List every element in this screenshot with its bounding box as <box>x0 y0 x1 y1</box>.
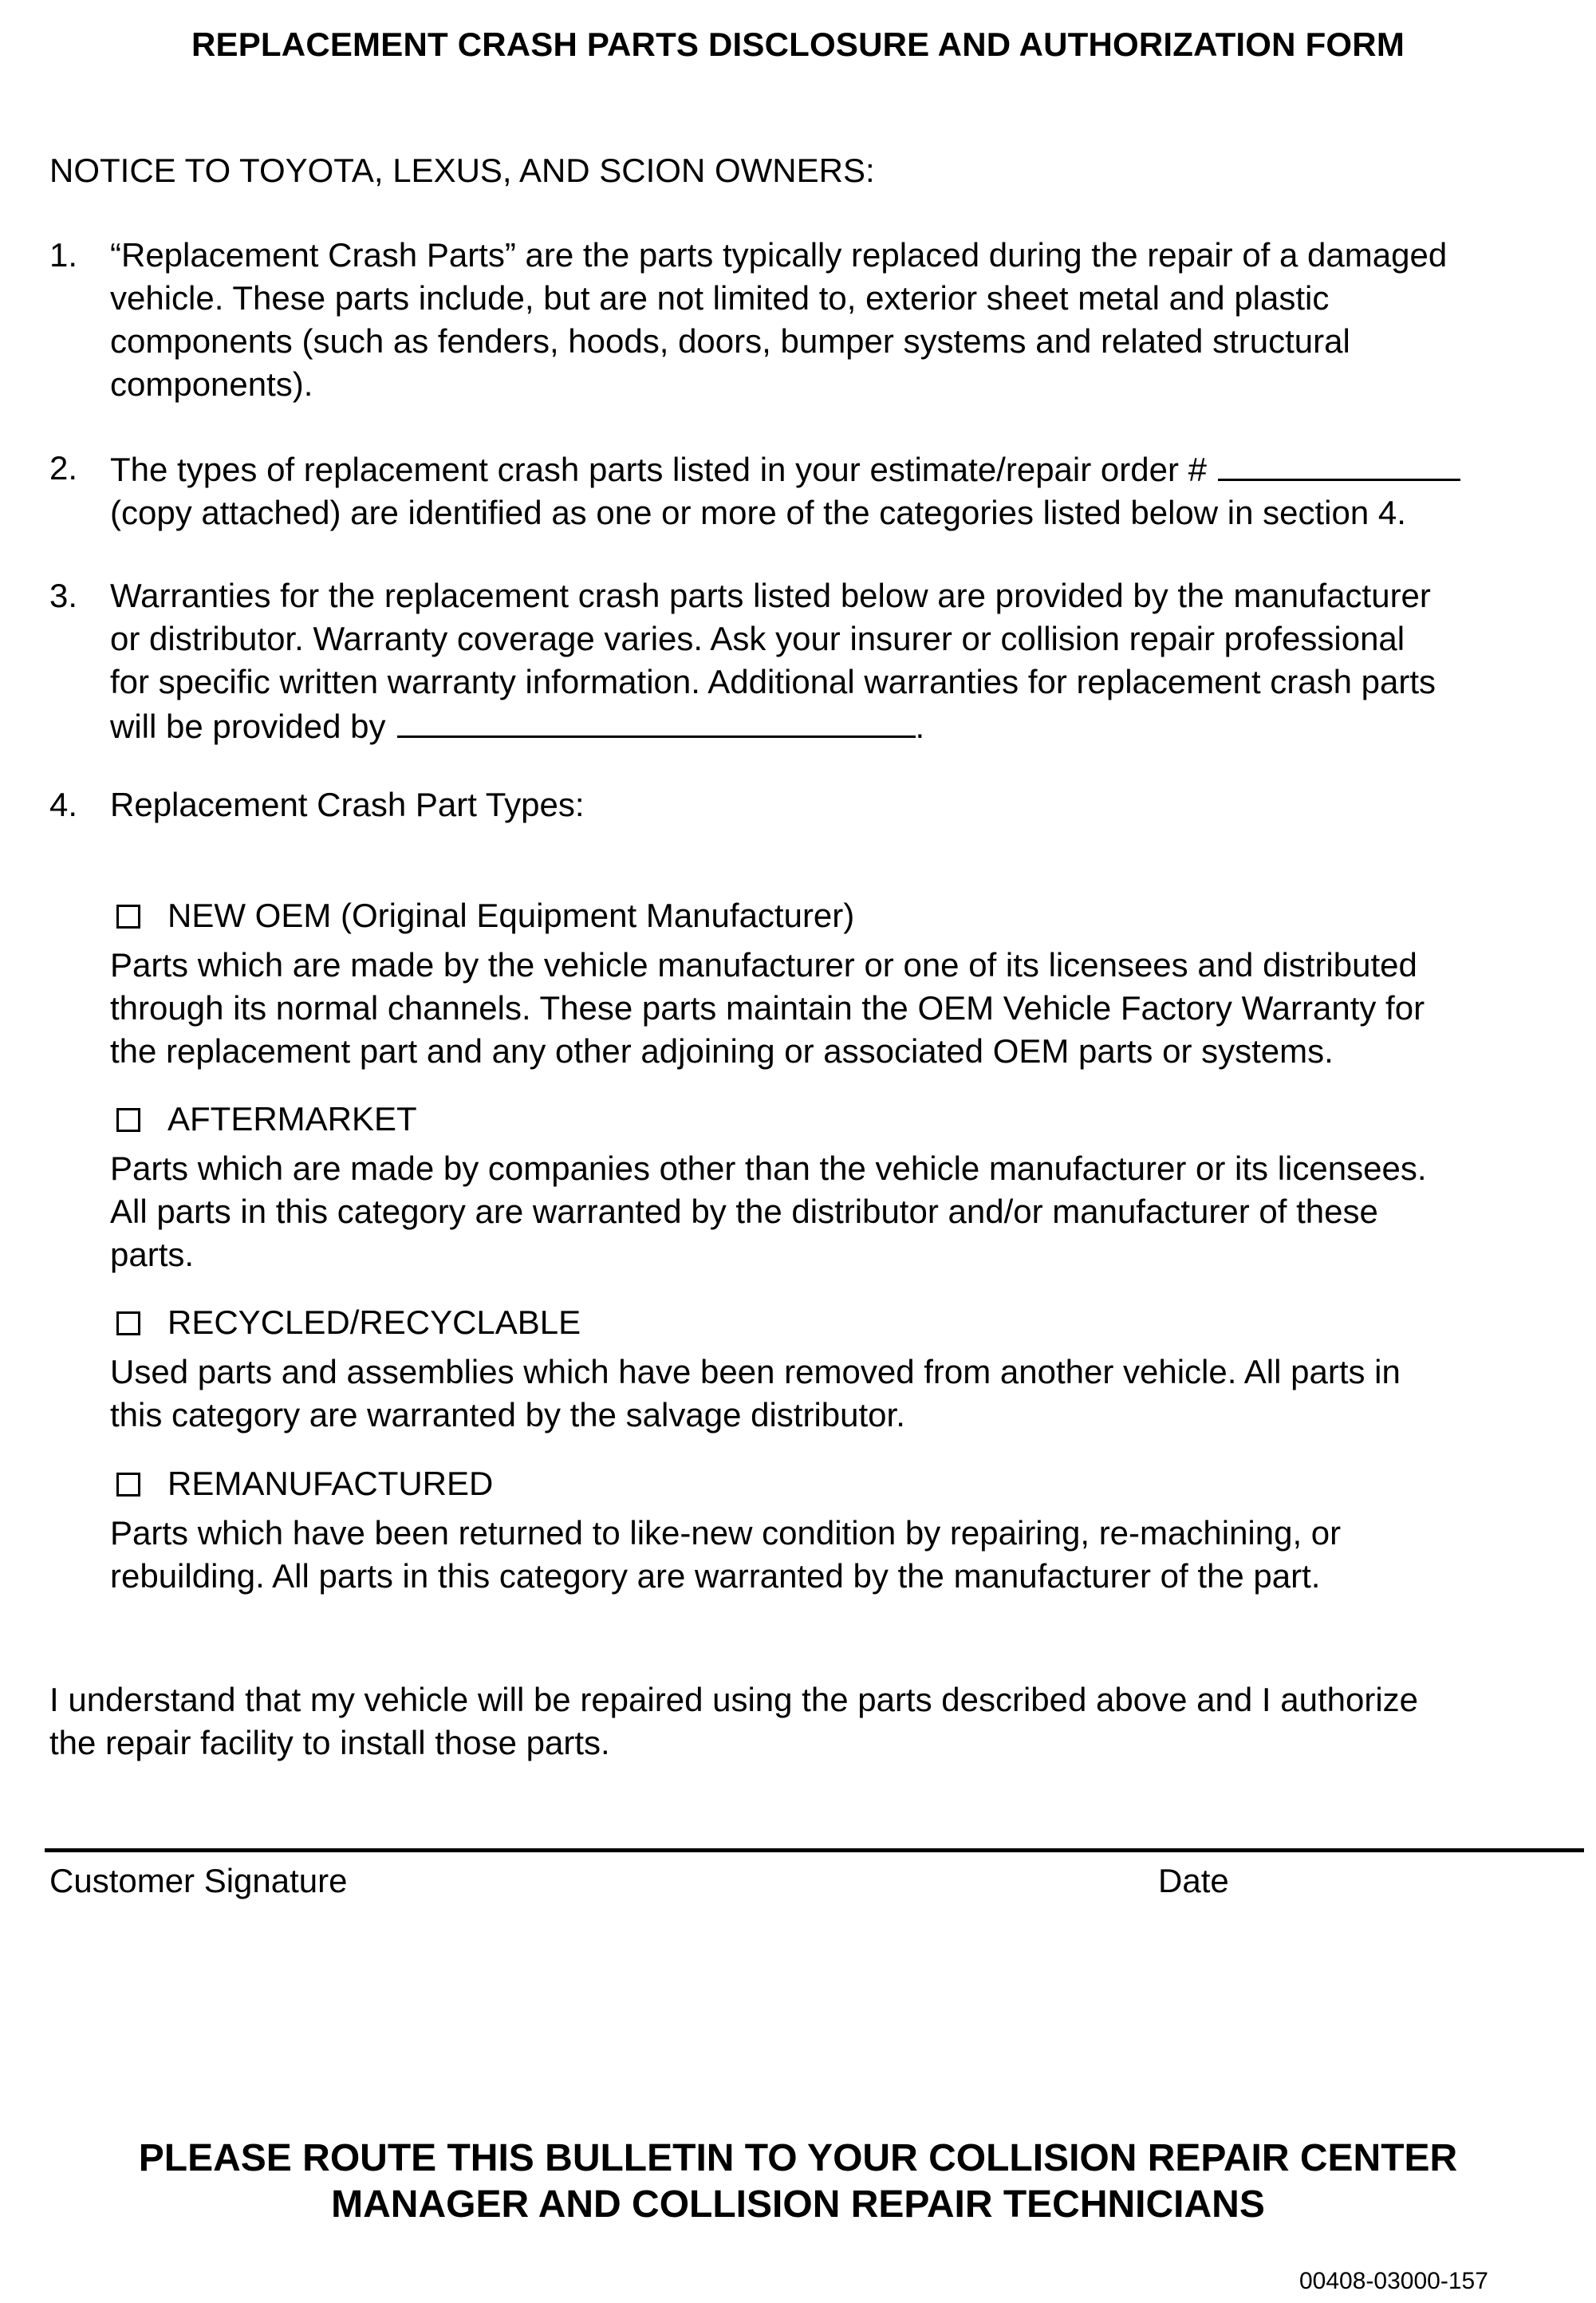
recycled-checkbox[interactable] <box>116 1311 140 1335</box>
item-line: (copy attached) are identified as one or more of the categories listed below in section 4. <box>110 494 1406 531</box>
part-type-label: RECYCLED/RECYCLABLE <box>167 1303 581 1341</box>
warranty-provider-field[interactable] <box>397 704 916 738</box>
part-type-description-line: rebuilding. All parts in this category are warranted by the manufacturer of the part. <box>110 1557 1321 1595</box>
item-line <box>110 447 1596 491</box>
part-type-aftermarket <box>110 1098 1578 1276</box>
routing-notice-line: PLEASE ROUTE THIS BULLETIN TO YOUR COLLISION REPAIR CENTER <box>138 2137 1458 2179</box>
part-type-header <box>110 1462 1578 1512</box>
item-text <box>110 783 1596 826</box>
part-type-label: REMANUFACTURED <box>167 1465 494 1502</box>
document-code: 00408-03000-157 <box>1299 2268 1488 2294</box>
part-type-header <box>110 1301 1578 1351</box>
item-line: or distributor. Warranty coverage varies. Ask your insurer or collision repair professional <box>110 620 1405 657</box>
authorization-statement <box>49 1678 1581 1765</box>
part-type-recycled <box>110 1301 1578 1437</box>
item-line <box>110 704 1596 748</box>
item-number: 4. <box>49 786 78 823</box>
customer-signature-label: Customer Signature <box>49 1862 348 1899</box>
item-line: Warranties for the replacement crash parts listed below are provided by the manufacturer <box>110 577 1431 614</box>
routing-notice-line: MANAGER AND COLLISION REPAIR TECHNICIANS <box>331 2183 1265 2226</box>
part-type-header <box>110 894 1578 944</box>
item-line: components). <box>110 365 313 403</box>
item-line: Replacement Crash Part Types: <box>110 786 585 823</box>
aftermarket-checkbox[interactable] <box>116 1108 140 1132</box>
part-type-description-line: through its normal channels. These parts maintain the OEM Vehicle Factory Warranty for <box>110 989 1425 1027</box>
item-line: vehicle. These parts include, but are not limited to, exterior sheet metal and plastic <box>110 279 1330 317</box>
authorization-line: I understand that my vehicle will be repaired using the parts described above and I authorize <box>49 1681 1419 1718</box>
item-text <box>110 447 1596 534</box>
part-type-description-line: this category are warranted by the salvage distributor. <box>110 1396 905 1433</box>
item-text <box>110 574 1596 748</box>
part-type-description-line: Parts which are made by the vehicle manufacturer or one of its licensees and distributed <box>110 946 1417 984</box>
part-type-description-line: the replacement part and any other adjoining or associated OEM parts or systems. <box>110 1032 1334 1070</box>
part-type-header <box>110 1098 1578 1147</box>
owner-notice: NOTICE TO TOYOTA, LEXUS, AND SCION OWNERS: <box>49 152 875 189</box>
item-text <box>110 234 1596 406</box>
item-line: for specific written warranty information. Additional warranties for replacement crash parts <box>110 663 1436 700</box>
part-type-description-line: Parts which have been returned to like-new condition by repairing, re-machining, or <box>110 1514 1342 1552</box>
form-title: REPLACEMENT CRASH PARTS DISCLOSURE AND AUTHORIZATION FORM <box>191 26 1405 63</box>
signature-line[interactable] <box>45 1848 1584 1852</box>
item-line: “Replacement Crash Parts” are the parts typically replaced during the repair of a damaged <box>110 236 1448 274</box>
part-type-description-line: All parts in this category are warranted by the distributor and/or manufacturer of these <box>110 1193 1378 1230</box>
part-type-label: NEW OEM (Original Equipment Manufacturer) <box>167 897 855 934</box>
routing-notice <box>0 2135 1596 2228</box>
part-type-description-line: parts. <box>110 1236 195 1273</box>
item-line: components (such as fenders, hoods, doors, bumper systems and related structural <box>110 322 1350 360</box>
authorization-line: the repair facility to install those parts. <box>49 1724 610 1761</box>
item-number: 3. <box>49 577 78 614</box>
item-number: 1. <box>49 236 78 274</box>
item-number: 2. <box>49 449 78 487</box>
part-type-label: AFTERMARKET <box>167 1100 417 1138</box>
item-line-text: will be provided by <box>110 708 386 745</box>
item-line-text: The types of replacement crash parts listed in your estimate/repair order # <box>110 451 1207 488</box>
remanufactured-checkbox[interactable] <box>116 1473 140 1497</box>
new-oem-checkbox[interactable] <box>116 905 140 929</box>
part-type-description-line: Used parts and assemblies which have been removed from another vehicle. All parts in <box>110 1353 1401 1390</box>
repair-order-number-field[interactable] <box>1218 447 1460 481</box>
part-type-description-line: Parts which are made by companies other than the vehicle manufacturer or its licensees. <box>110 1150 1427 1187</box>
date-label: Date <box>1158 1862 1229 1899</box>
part-type-remanufactured <box>110 1462 1578 1598</box>
item-line-text: . <box>915 708 925 745</box>
part-type-new-oem <box>110 894 1578 1073</box>
